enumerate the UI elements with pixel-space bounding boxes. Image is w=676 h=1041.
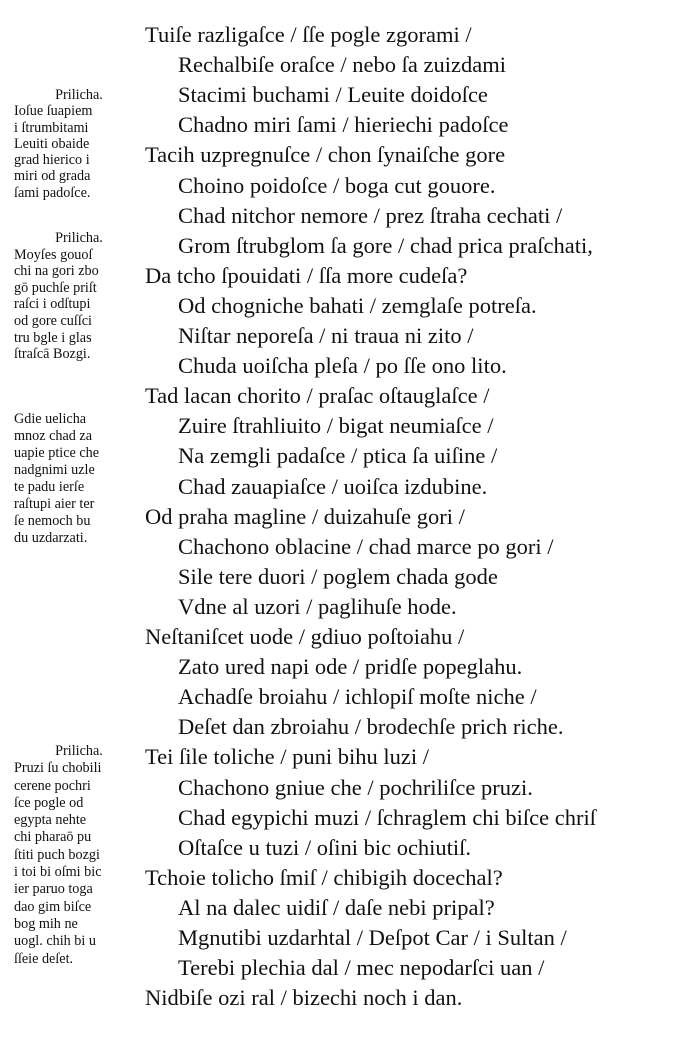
gloss-line: uogl. chih bi u bbox=[14, 933, 96, 950]
gloss-line: raſtupi aier ter bbox=[14, 496, 95, 512]
verse-line: Niſtar neporeſa / ni traua ni zito / bbox=[178, 323, 474, 348]
verse-line: Mgnutibi uzdarhtal / Deſpot Car / i Sultan / bbox=[178, 925, 567, 950]
verse-line: Terebi plechia dal / mec nepodarſci uan / bbox=[178, 955, 545, 981]
verse-line: Tad lacan chorito / praſac oſtauglaſce / bbox=[145, 383, 490, 409]
verse-line: Da tcho ſpouidati / ſſa more cudeſa? bbox=[145, 262, 468, 288]
gloss-line: cerene pochri bbox=[14, 777, 91, 794]
gloss-heading: Prilicha. bbox=[55, 87, 103, 103]
gloss-line: ſtraſcā Bozgi. bbox=[14, 346, 91, 363]
gloss-line: Moyſes gouoſ bbox=[14, 246, 93, 263]
gloss-line: ſce pogle od bbox=[14, 794, 84, 811]
gloss-line: i toi bi oſmi bic bbox=[14, 864, 102, 881]
verse-line: Al na dalec uidiſ / daſe nebi pripal? bbox=[178, 894, 495, 920]
verse-line: Tei ſile toliche / puni bihu luzi / bbox=[145, 744, 429, 770]
gloss-line: ier paruo toga bbox=[14, 881, 93, 898]
verse-line: Zato ured napi ode / pridſe popeglahu. bbox=[178, 654, 523, 680]
gloss-line: mnoz chad za bbox=[14, 428, 92, 444]
gloss-line: egypta nehte bbox=[14, 812, 87, 829]
verse-line: Nidbiſe ozi ral / bizechi noch i dan. bbox=[145, 985, 463, 1011]
gloss-line: chi na gori zbo bbox=[14, 263, 99, 280]
gloss-line: Ioſue ſuapiem bbox=[14, 103, 93, 120]
verse-line: Sile tere duori / poglem chada gode bbox=[178, 563, 498, 589]
verse-line: Chachono oblacine / chad marce po gori / bbox=[178, 533, 554, 559]
verse-line: Na zemgli padaſce / ptica ſa uiſine / bbox=[178, 443, 498, 469]
gloss-line: ſami padoſce. bbox=[14, 184, 91, 201]
verse-line: Tchoie tolicho ſmiſ / chibigih docechal? bbox=[145, 864, 503, 890]
verse-line: Zuire ſtrahliuito / bigat neumiaſce / bbox=[178, 413, 494, 439]
margin-gloss bbox=[14, 411, 99, 547]
margin-gloss bbox=[14, 230, 144, 363]
gloss-heading: Prilicha. bbox=[55, 743, 103, 759]
gloss-line: ſtiti puch bozgi bbox=[14, 846, 100, 863]
gloss-line: dao gim biſce bbox=[14, 898, 92, 915]
gloss-line: te padu ierſe bbox=[14, 479, 85, 495]
gloss-line: uapie ptice che bbox=[14, 445, 100, 461]
gloss-line: raſci i odſtupi bbox=[14, 296, 91, 313]
verse-line: Od praha magline / duizahuſe gori / bbox=[145, 503, 465, 529]
verse-line: Tacih uzpregnuſce / chon ſynaiſche gore bbox=[145, 142, 506, 168]
verse-line: Vdne al uzori / paglihuſe hode. bbox=[178, 593, 457, 619]
verse-line: Chadno miri ſami / hieriechi padoſce bbox=[178, 112, 509, 138]
verse-line: Achadſe broiahu / ichlopiſ moſte niche / bbox=[178, 684, 537, 710]
margin-gloss bbox=[14, 743, 144, 968]
verse-line: Od chogniche bahati / zemglaſe potreſa. bbox=[178, 292, 537, 318]
gloss-line: i ſtrumbitami bbox=[14, 119, 89, 136]
gloss-heading: Prilicha. bbox=[55, 230, 103, 246]
gloss-line: nadgnimi uzle bbox=[14, 462, 95, 478]
verse-line: Chad zauapiaſce / uoiſca izdubine. bbox=[178, 473, 488, 499]
gloss-line: Pruzi ſu chobili bbox=[14, 760, 102, 777]
gloss-line: od gore cuſſci bbox=[14, 312, 93, 329]
verse-line: Stacimi buchami / Leuite doidoſce bbox=[178, 82, 488, 108]
gloss-line: bog mih ne bbox=[14, 915, 78, 932]
verse-line: Chachono gniue che / pochriliſce pruzi. bbox=[178, 774, 533, 800]
gloss-line: tru bgle i glas bbox=[14, 329, 92, 346]
gloss-line: du uzdarzati. bbox=[14, 530, 88, 546]
verse-line: Chad egypichi muzi / ſchraglem chi biſce chriſ bbox=[178, 804, 596, 830]
verse-line: Chad nitchor nemore / prez ſtraha cechati / bbox=[178, 202, 563, 228]
verse-line: Grom ſtrubglom ſa gore / chad prica praſchati, bbox=[178, 232, 593, 258]
gloss-line: Leuiti obaide bbox=[14, 135, 90, 152]
verse-line: Chuda uoiſcha pleſa / po ſſe ono lito. bbox=[178, 353, 507, 379]
verse-line: Deſet dan zbroiahu / brodechſe prich riche. bbox=[178, 714, 564, 740]
gloss-line: grad hierico i bbox=[14, 152, 90, 169]
verse-line: Choino poidoſce / boga cut gouore. bbox=[178, 172, 496, 198]
gloss-line: chi pharaō pu bbox=[14, 829, 92, 846]
verse-line: Neſtaniſcet uode / gdiuo poſtoiahu / bbox=[145, 624, 465, 649]
gloss-line: miri od grada bbox=[14, 168, 91, 185]
margin-gloss bbox=[14, 87, 144, 201]
gloss-line: ſe nemoch bu bbox=[14, 513, 91, 529]
gloss-line: gō puchſe priſt bbox=[14, 279, 97, 296]
verse-line: Tuiſe razligaſce / ſſe pogle zgorami / bbox=[145, 22, 472, 47]
gloss-line: Gdie uelicha bbox=[14, 411, 87, 427]
verse-line: Oſtaſce u tuzi / oſini bic ochiutiſ. bbox=[178, 834, 472, 860]
gloss-line: ſſeie deſet. bbox=[14, 950, 74, 967]
verse-line: Rechalbiſe oraſce / nebo ſa zuizdami bbox=[178, 52, 506, 78]
